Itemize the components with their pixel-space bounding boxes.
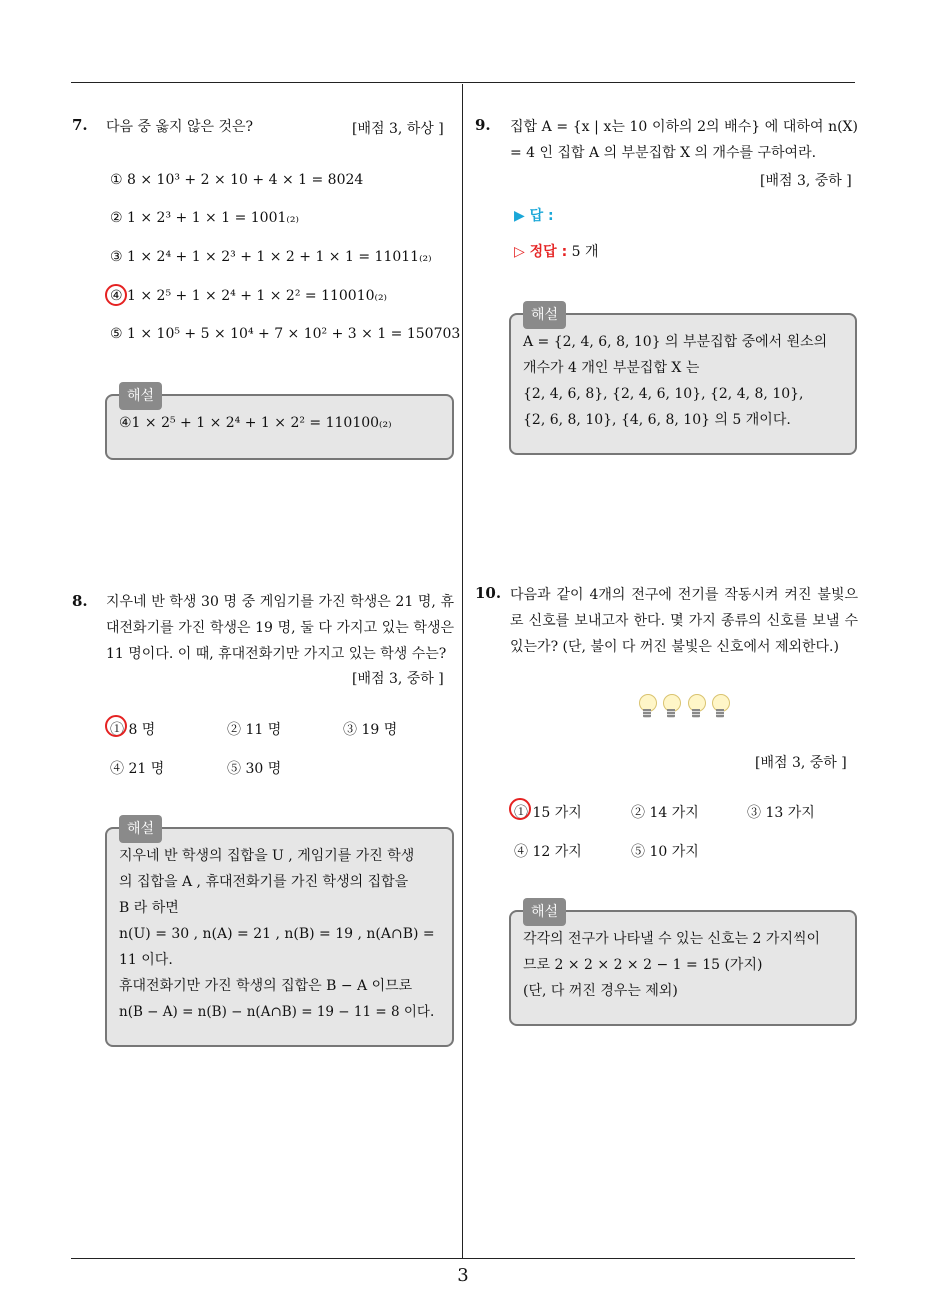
light-bulb-icon <box>638 694 656 720</box>
q10-solution-line: 각각의 전구가 나타낼 수 있는 신호는 2 가지씩이 <box>523 931 821 947</box>
q10-selected-mark-icon <box>509 798 531 820</box>
q7-text: 다음 중 옳지 않은 것은? <box>106 119 254 135</box>
q10-solution-line: 므로 2 × 2 × 2 × 2 − 1 = 15 (가지) <box>523 957 763 973</box>
q8-choice-2[interactable]: ② 11 명 <box>227 722 282 738</box>
q7-choice-3[interactable]: ③ 1 × 2⁴ + 1 × 2³ + 1 × 2 + 1 × 1 = 11011₍₂₎ <box>110 249 432 265</box>
q7-choice-1[interactable]: ① 8 × 10³ + 2 × 10 + 4 × 1 = 8024 <box>110 172 364 188</box>
bulb-row <box>638 694 731 724</box>
bottom-rule <box>71 1258 855 1259</box>
q8-solution-line: 의 집합을 A , 휴대전화기를 가진 학생의 집합을 <box>119 874 409 890</box>
q8-solution-line: 지우네 반 학생의 집합을 U , 게임기를 가진 학생 <box>119 848 415 864</box>
q8-solution-line: n(B − A) = n(B) − n(A∩B) = 19 − 11 = 8 이다. <box>119 1004 435 1020</box>
q10-choice-1[interactable]: ① 15 가지 <box>514 805 582 821</box>
q8-text: 지우네 반 학생 30 명 중 게임기를 가진 학생은 21 명, 휴대전화기를 가진 학생은 19 명, 둘 다 가지고 있는 학생은 11 명이다. 이 때, 휴대전화기만 가지고 있는 학생 수는? <box>106 594 454 662</box>
q9-solution-line: 개수가 4 개인 부분집합 X 는 <box>523 360 700 376</box>
q7-solution-text: ④1 × 2⁵ + 1 × 2⁴ + 1 × 2² = 110100₍₂₎ <box>119 415 392 431</box>
page-number: 3 <box>457 1265 469 1286</box>
q8-solution-line: 11 이다. <box>119 952 173 968</box>
q10-solution-tag: 해설 <box>523 898 566 926</box>
q9-answer-label: ▶ 답 : <box>514 208 554 224</box>
q10-meta: [배점 3, 중하 ] <box>755 755 847 771</box>
q8-number: 8. <box>72 592 88 610</box>
q9-correct-label: ▷ 정답 : <box>514 244 568 260</box>
q7-solution-box <box>105 388 454 460</box>
q8-selected-mark-icon <box>105 715 127 737</box>
q7-choice-2[interactable]: ② 1 × 2³ + 1 × 1 = 1001₍₂₎ <box>110 210 299 226</box>
q9-solution-tag: 해설 <box>523 301 566 329</box>
q10-choice-3[interactable]: ③ 13 가지 <box>747 805 815 821</box>
q9-solution-line: A = {2, 4, 6, 8, 10} 의 부분집합 중에서 원소의 <box>523 334 828 350</box>
q8-solution-line: 휴대전화기만 가진 학생의 집합은 B − A 이므로 <box>119 978 413 994</box>
q8-solution-box <box>105 821 454 1047</box>
light-bulb-icon <box>687 694 705 720</box>
q9-correct-row <box>514 241 599 261</box>
q10-text: 다음과 같이 4개의 전구에 전기를 작동시켜 켜진 불빛으로 신호를 보내고자 한다. 몇 가지 종류의 신호를 보낼 수 있는가? (단, 불이 다 꺼진 불빛은 신호에서 제외한다.) <box>510 587 858 655</box>
q7-choice-4[interactable]: ④ 1 × 2⁵ + 1 × 2⁴ + 1 × 2² = 110010₍₂₎ <box>110 288 387 304</box>
q8-choice-1[interactable]: ① 8 명 <box>110 722 156 738</box>
q8-solution-tag: 해설 <box>119 815 162 843</box>
q10-number: 10. <box>475 584 502 602</box>
q7-number: 7. <box>72 116 88 134</box>
q10-solution-line: (단, 다 꺼진 경우는 제외) <box>523 983 678 999</box>
q7-solution-tag: 해설 <box>119 382 162 410</box>
q8-solution-line: n(U) = 30 , n(A) = 21 , n(B) = 19 , n(A∩B) = <box>119 926 435 942</box>
light-bulb-icon <box>662 694 680 720</box>
column-divider <box>462 84 463 1258</box>
q9-solution-line: {2, 6, 8, 10}, {4, 6, 8, 10} 의 5 개이다. <box>523 412 791 428</box>
q9-text: 집합 A = {x | x는 10 이하의 2의 배수} 에 대하여 n(X) = 4 인 집합 A 의 부분집합 X 의 개수를 구하여라. <box>510 119 858 161</box>
q7-choice-5[interactable]: ⑤ 1 × 10⁵ + 5 × 10⁴ + 7 × 10² + 3 × 1 = 150703 <box>110 326 461 342</box>
q8-meta: [배점 3, 중하 ] <box>352 671 444 687</box>
light-bulb-icon <box>711 694 729 720</box>
q10-choice-5[interactable]: ⑤ 10 가지 <box>631 844 699 860</box>
q9-correct-value: 5 개 <box>571 244 599 260</box>
q8-choice-5[interactable]: ⑤ 30 명 <box>227 761 282 777</box>
q7-meta: [배점 3, 하상 ] <box>352 121 444 137</box>
q8-choice-3[interactable]: ③ 19 명 <box>343 722 398 738</box>
q10-choice-2[interactable]: ② 14 가지 <box>631 805 699 821</box>
q8-solution-line: B 라 하면 <box>119 900 179 916</box>
q10-solution-box <box>509 904 857 1026</box>
q9-meta: [배점 3, 중하 ] <box>760 173 852 189</box>
q8-choice-4[interactable]: ④ 21 명 <box>110 761 165 777</box>
q9-number: 9. <box>475 116 491 134</box>
top-rule <box>71 82 855 83</box>
q7-selected-mark-icon <box>105 284 127 306</box>
q9-solution-box <box>509 307 857 455</box>
q9-solution-line: {2, 4, 6, 8}, {2, 4, 6, 10}, {2, 4, 8, 10}, <box>523 386 804 402</box>
q10-choice-4[interactable]: ④ 12 가지 <box>514 844 582 860</box>
